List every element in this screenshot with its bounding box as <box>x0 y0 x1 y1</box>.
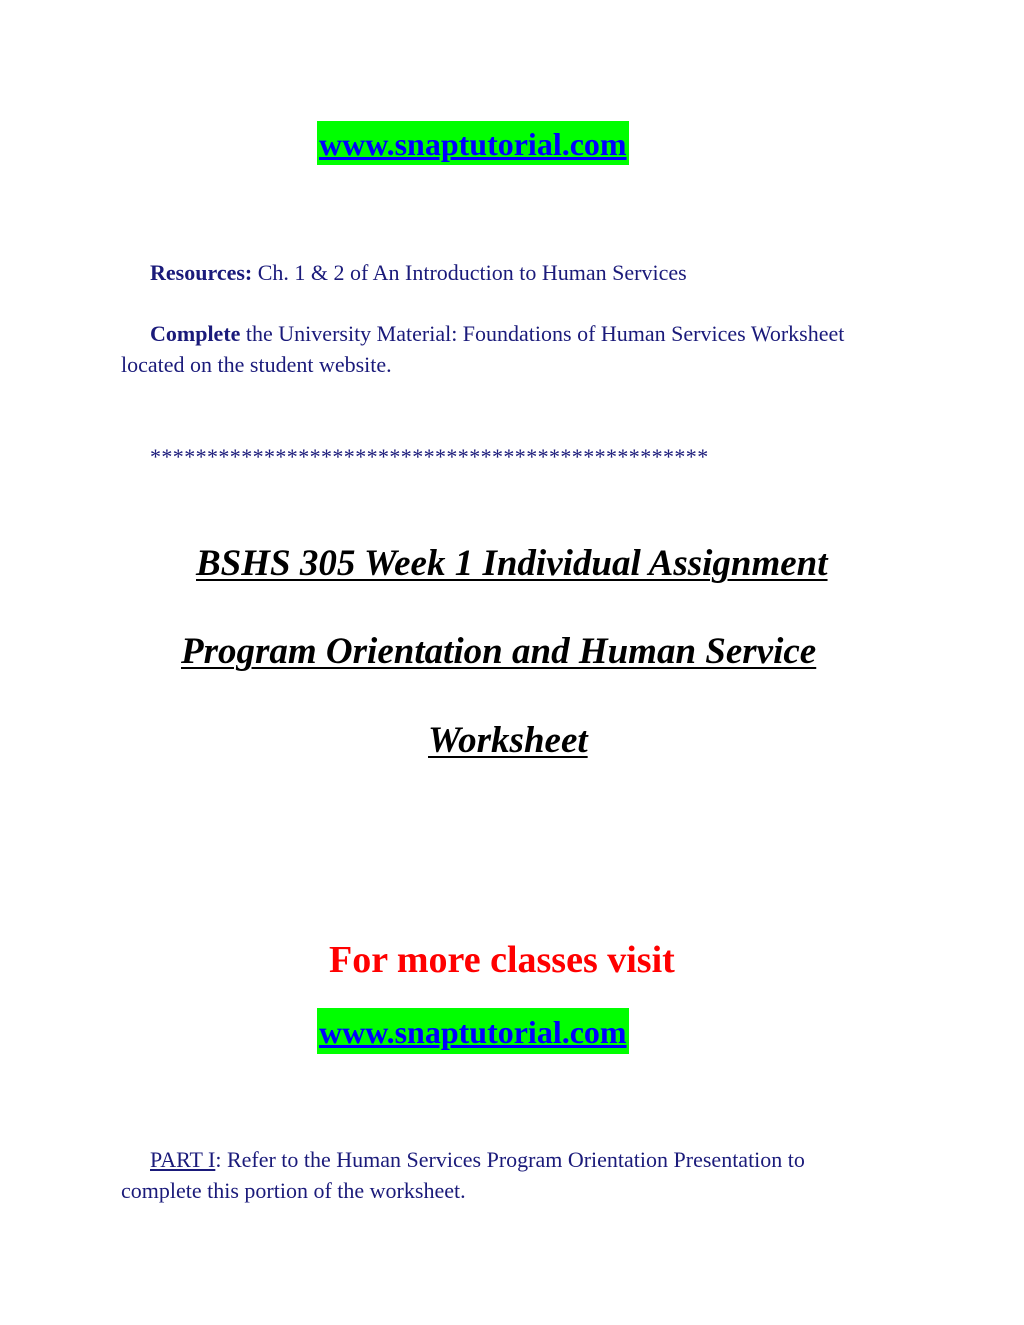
heading-line-3: Worksheet <box>428 720 588 761</box>
resources-text: Ch. 1 & 2 of An Introduction to Human Services <box>252 260 687 285</box>
complete-paragraph <box>121 318 881 380</box>
snaptutorial-link-bottom[interactable]: www.snaptutorial.com <box>317 1008 629 1054</box>
separator-stars: ************************************************* <box>150 444 709 469</box>
heading-line-2: Program Orientation and Human Service <box>181 631 817 672</box>
resources-label: Resources: <box>150 260 253 285</box>
part-one-label[interactable]: PART I <box>150 1147 216 1172</box>
heading-line-1: BSHS 305 Week 1 Individual Assignment <box>196 543 828 584</box>
snaptutorial-link-top[interactable]: www.snaptutorial.com <box>317 121 629 165</box>
resources-paragraph <box>150 257 687 288</box>
part-one-text: : Refer to the Human Services Program Orientation Presentation to complete this portion of the worksheet. <box>121 1147 805 1203</box>
complete-text: the University Material: Foundations of Human Services Worksheet located on the student website. <box>121 321 845 377</box>
more-classes-text: For more classes visit <box>329 939 675 981</box>
part-one-paragraph <box>121 1144 881 1206</box>
complete-label: Complete <box>150 321 241 346</box>
